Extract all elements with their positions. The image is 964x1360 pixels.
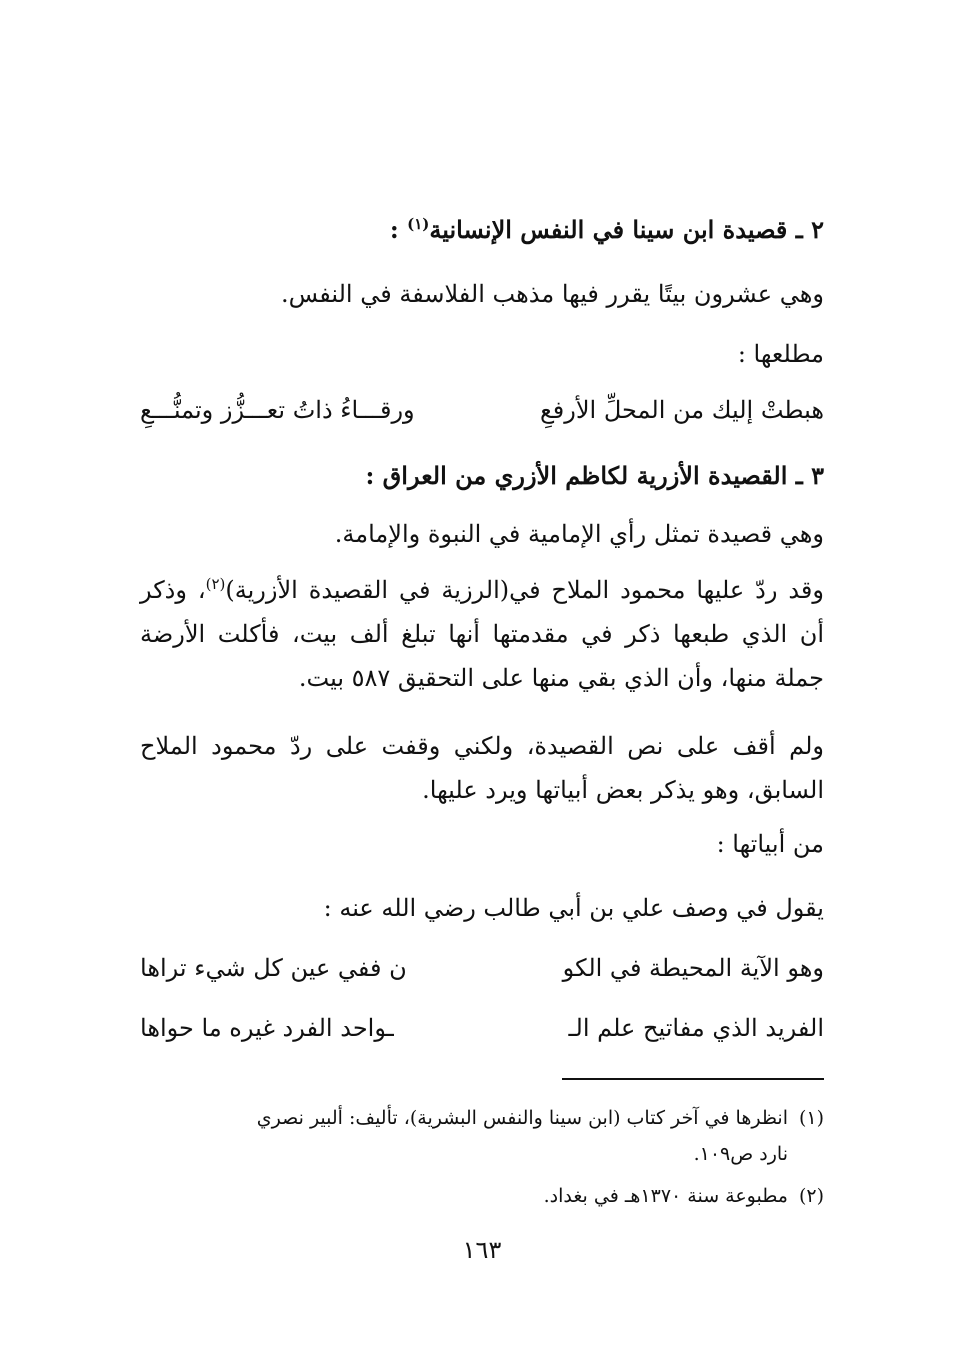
- footnote-2-number: (٢): [798, 1185, 824, 1207]
- footnote-1: [140, 1100, 824, 1172]
- paragraph-5: ولم أقف على نص القصيدة، ولكني وقفت على ردّ محمود الملاح السابق، وهو يذكر بعض أبياتها ويرد عليها.: [140, 732, 824, 804]
- verse-3-first-hemistich: الفريد الذي مفاتيح علم الـ: [568, 1014, 824, 1042]
- heading-colon: :: [389, 215, 408, 244]
- paragraph-7: يقول في وصف علي بن أبي طالب رضي الله عنه :: [323, 894, 824, 922]
- paragraph-1: وهي عشرون بيتًا يقرر فيها مذهب الفلاسفة في النفس.: [281, 280, 824, 308]
- verse-3: [140, 1008, 824, 1048]
- verse-1-second-hemistich: ورقـــاءُ ذاتُ تعـــزُّز وتمنُّـــعِ: [140, 396, 415, 424]
- verse-2-first-hemistich: وهو الآية المحيطة في الكو: [562, 954, 824, 982]
- footnote-2: [140, 1178, 824, 1214]
- verse-2: [140, 948, 824, 988]
- paragraph-4-start: وقد ردّ عليها محمود الملاح في(الرزية في القصيدة الأزرية): [225, 576, 824, 604]
- page-number: ١٦٣: [462, 1236, 502, 1264]
- paragraph-3: وهي قصيدة تمثل رأي الإمامية في النبوة والإمامة.: [334, 520, 824, 548]
- footnote-1-continuation: نارد ص١٠٩.: [693, 1143, 788, 1165]
- footnote-ref-1: (١): [407, 215, 430, 233]
- verse-3-second-hemistich: ـواحد الفرد غيره ما حواها: [140, 1014, 394, 1042]
- heading-text: ٢ ـ قصيدة ابن سينا في النفس الإنسانية: [429, 215, 824, 244]
- footnote-ref-2: (٢): [205, 575, 226, 593]
- footnote-2-text: مطبوعة سنة ١٣٧٠هـ في بغداد.: [543, 1185, 788, 1207]
- verse-2-second-hemistich: ن ففي عين كل شيء تراها: [140, 954, 407, 982]
- paragraph-4-rest: ، وذكر أن الذي طبعها ذكر في مقدمتها أنها تبلغ ألف بيت، فأكلت الأرضة جملة منها، وأن الذي بقي منها على التحقيق ٥٨٧ بيت.: [140, 576, 824, 692]
- section-heading-3: ٣ ـ القصيدة الأزرية لكاظم الأزري من العراق :: [365, 461, 824, 490]
- verse-1: [140, 390, 824, 430]
- verse-1-first-hemistich: هبطتْ إليك من المحلِّ الأرفعِ: [540, 396, 824, 424]
- paragraph-6: من أبياتها :: [716, 830, 824, 858]
- section-heading-2: [390, 214, 824, 246]
- paragraph-2: مطلعها :: [737, 340, 824, 368]
- footnote-1-number: (١): [798, 1107, 824, 1129]
- footnote-1-text: انظرها في آخر كتاب (ابن سينا والنفس البشرية)، تأليف: ألبير نصري: [256, 1107, 788, 1129]
- footnote-separator: [562, 1078, 824, 1080]
- paragraph-4: [140, 568, 824, 700]
